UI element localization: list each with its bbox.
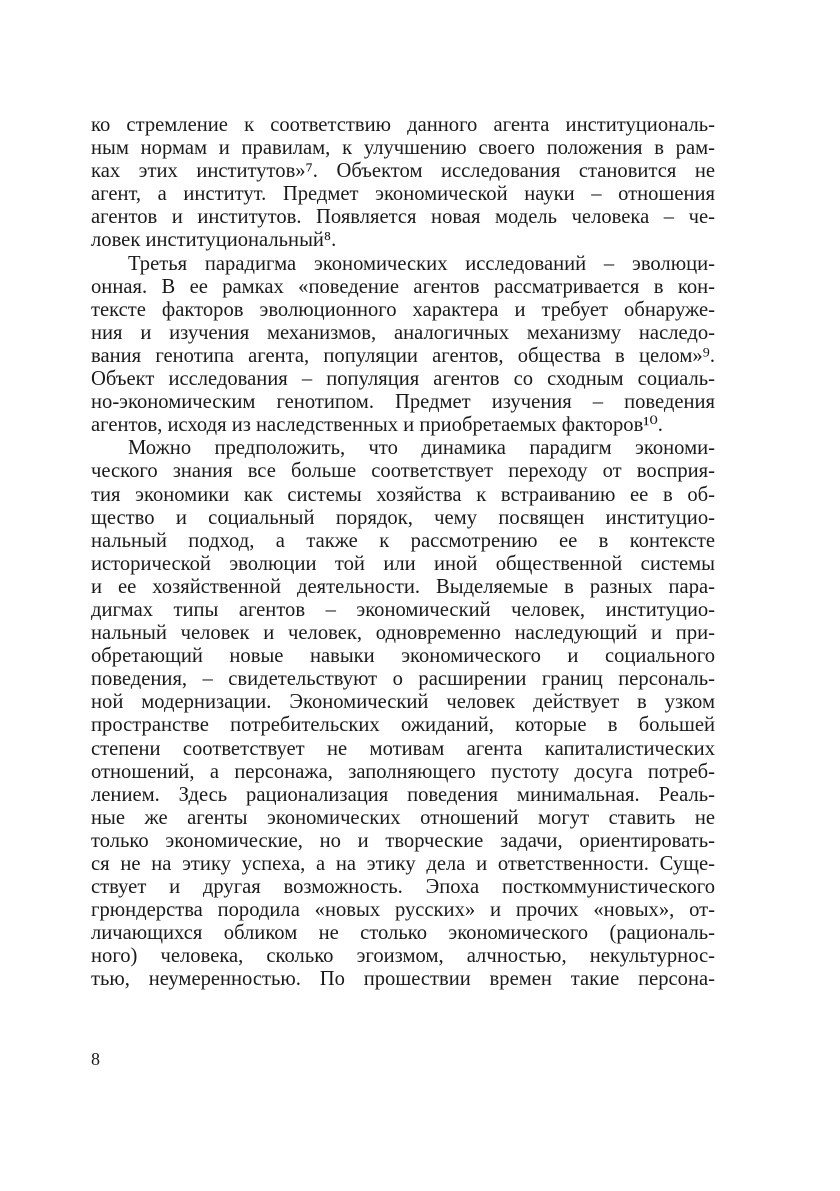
text-line: Третья парадигма экономических исследований – эволюци- bbox=[128, 252, 715, 275]
text-line: дигмах типы агентов – экономический человек, институцио- bbox=[91, 598, 715, 621]
text-line: агентов и институтов. Появляется новая модель человека – че- bbox=[91, 206, 715, 229]
text-line: вания генотипа агента, популяции агентов, общества в целом»⁹. bbox=[91, 344, 715, 367]
text-line: ния и изучения механизмов, аналогичных механизму наследо- bbox=[91, 321, 715, 344]
text-line: ловек институциональный⁸. bbox=[91, 229, 337, 252]
text-line: поведения, – свидетельствуют о расширении границ персональ- bbox=[91, 668, 715, 691]
text-line: обретающий новые навыки экономического и социального bbox=[91, 645, 715, 668]
text-line: тью, неумеренностью. По прошествии времен такие персона- bbox=[91, 968, 715, 991]
text-line: но-экономическим генотипом. Предмет изучения – поведения bbox=[91, 391, 715, 414]
text-line: степени соответствует не мотивам агента капиталистических bbox=[91, 737, 715, 760]
text-line: ся не на этику успеха, а на этику дела и ответственности. Суще- bbox=[91, 853, 715, 875]
text-line: ные же агенты экономических отношений могут ставить не bbox=[91, 806, 715, 829]
text-line: и ее хозяйственной деятельности. Выделяемые в разных пара- bbox=[91, 575, 715, 598]
text-line: личающихся обликом не столько экономического (рациональ- bbox=[91, 922, 715, 945]
text-line: исторической эволюции той или иной общественной системы bbox=[91, 552, 715, 575]
text-line: агентов, исходя из наследственных и приобретаемых факторов¹⁰. bbox=[91, 414, 663, 437]
text-line: отношений, а персонажа, заполняющего пустоту досуга потреб- bbox=[91, 760, 715, 783]
text-line: только экономические, но и творческие задачи, ориентировать- bbox=[91, 829, 715, 852]
text-line: агент, а институт. Предмет экономической науки – отношения bbox=[91, 183, 715, 206]
text-line: Объект исследования – популяция агентов со сходным социаль- bbox=[91, 368, 715, 391]
text-line: ко стремление к соответствию данного агента институциональ- bbox=[91, 114, 715, 136]
text-line: ного) человека, сколько эгоизмом, алчностью, некультурнос- bbox=[91, 945, 715, 968]
text-line: нальный человек и человек, одновременно наследующий и при- bbox=[91, 622, 715, 645]
text-line: тексте факторов эволюционного характера и требует обнаруже- bbox=[91, 298, 715, 321]
text-line: лением. Здесь рационализация поведения минимальная. Реаль- bbox=[91, 783, 715, 806]
text-line: нальный подход, а также к рассмотрению ее в контексте bbox=[91, 529, 715, 552]
text-line: ках этих институтов»⁷. Объектом исследования становится не bbox=[91, 160, 715, 183]
text-line: Можно предположить, что динамика парадигм экономи- bbox=[128, 437, 715, 460]
text-line: ствует и другая возможность. Эпоха посткоммунистического bbox=[91, 876, 715, 899]
text-line: ческого знания все больше соответствует переходу от восприя- bbox=[91, 460, 715, 483]
text-line: ной модернизации. Экономический человек действует в узком bbox=[91, 691, 715, 714]
text-line: грюндерства породила «новых русских» и прочих «новых», от- bbox=[91, 899, 715, 922]
text-line: ным нормам и правилам, к улучшению своего положения в рам- bbox=[91, 137, 715, 160]
text-line: щество и социальный порядок, чему посвящен институцио- bbox=[91, 506, 715, 529]
text-line: тия экономики как системы хозяйства к встраиванию ее в об- bbox=[91, 483, 715, 506]
body-text bbox=[91, 114, 715, 992]
page-number: 8 bbox=[91, 1049, 100, 1069]
text-line: пространстве потребительских ожиданий, которые в большей bbox=[91, 714, 715, 737]
text-line: онная. В ее рамках «поведение агентов рассматривается в кон- bbox=[91, 275, 715, 298]
